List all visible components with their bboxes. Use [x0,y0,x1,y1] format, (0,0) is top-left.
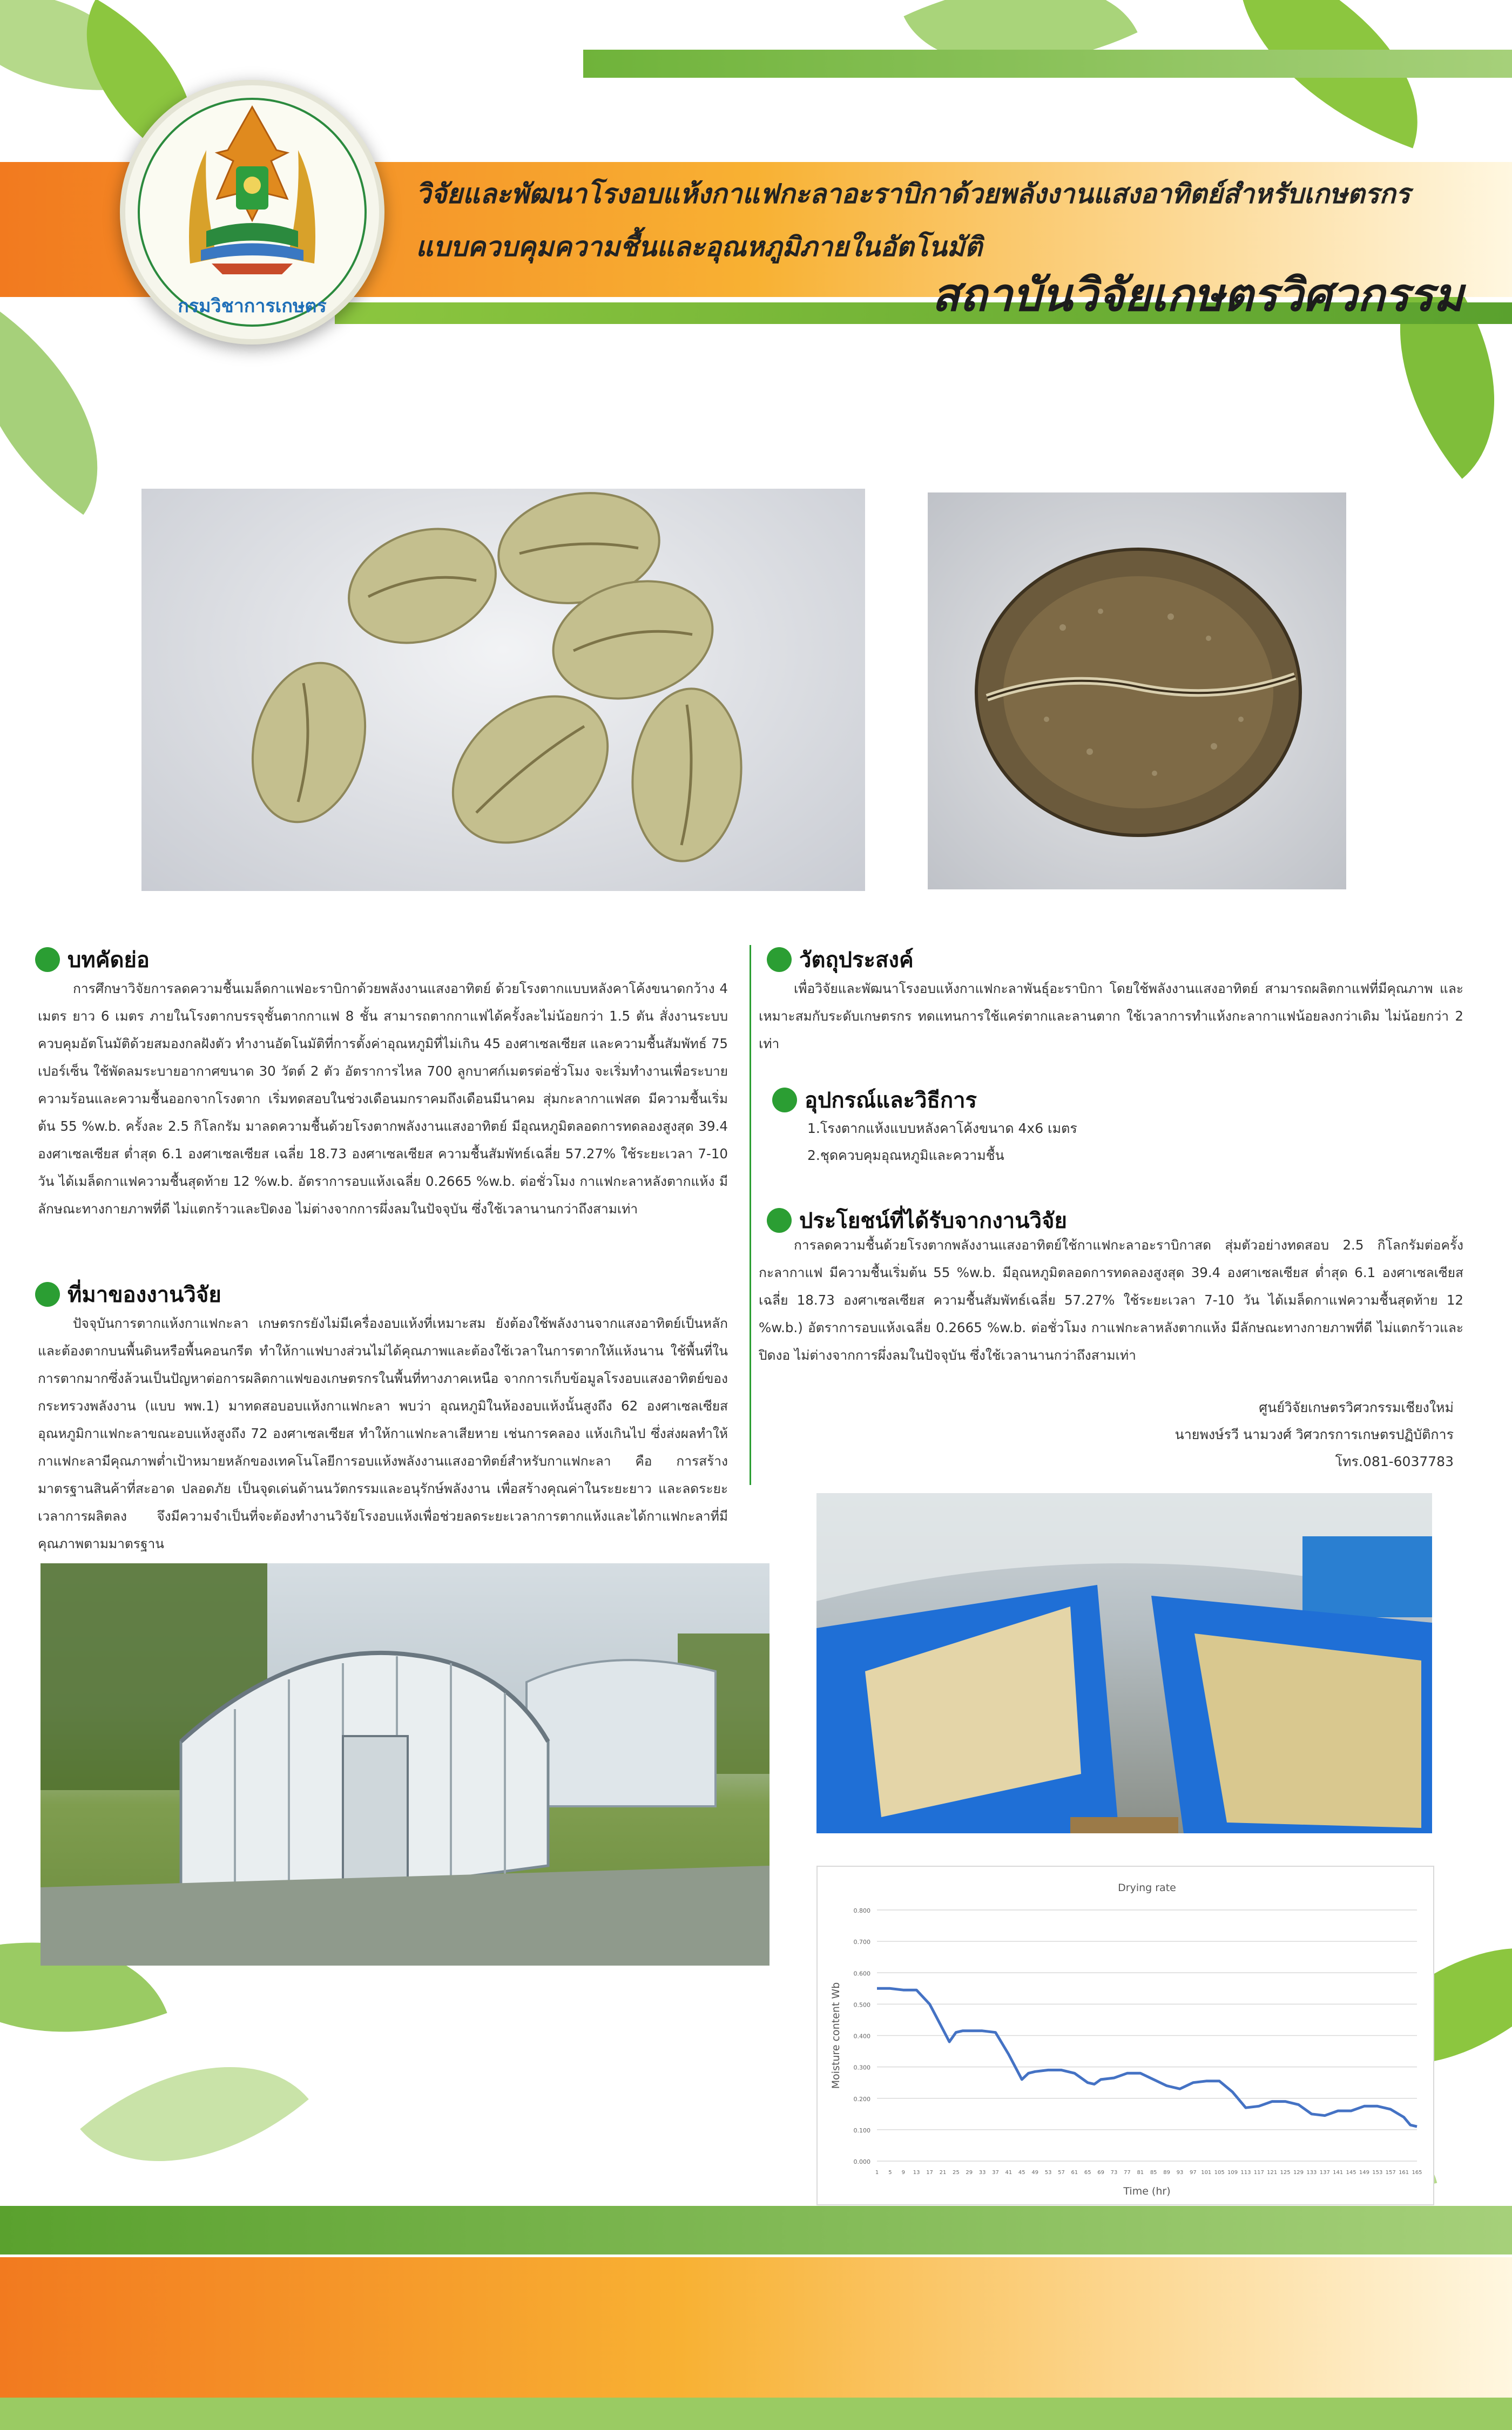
contact-block [1175,1394,1454,1475]
logo-text: กรมวิชาการเกษตร [178,295,327,317]
x-tick-label: 145 [1346,2170,1356,2176]
objective-paragraph: เพื่อวิจัยและพัฒนาโรงอบแห้งกาแฟกะลาพันธุ์อะราบิกา โดยใช้พลังงานแสงอาทิตย์ สามารถผลิตกาแฟที่มีคุณภาพ และเหมาะสมกับระดับเกษตรกร ทดแทนการใช้แคร่ตากและลานตาก ใช้เวลาการทำแห้งกะลากาแฟน้อยลงกว่าเดิม ไม่น้อยกว่า 2 เท่า [759,981,1463,1051]
x-tick-label: 97 [1189,2170,1197,2176]
logo-emblem [125,85,379,339]
series-line [877,1988,1417,2127]
methods-heading [772,1083,977,1117]
abstract-text [38,975,728,1223]
x-tick-label: 21 [939,2170,947,2176]
contact-person: นายพงษ์รวี นามวงศ์ วิศวกรการเกษตรปฏิบัติการ [1174,1427,1454,1442]
benefits-paragraph: การลดความชื้นด้วยโรงตากพลังงานแสงอาทิตย์ใช้กาแฟกะลาอะราบิกาสด สุ่มตัวอย่างทดสอบ 2.5 กิโลกรัมต่อครั้ง กะลากาแฟ มีความชื้นเริ่มต้น 55 %w.b. มีอุณหภูมิตลอดการทดลองสูงสุด 39.4 องศาเซลเซียส ต่ำสุด 6.1 องศาเซลเซียส เฉลี่ย 18.73 องศาเซลเซียส ความชื้นสัมพัทธ์เฉลี่ย 57.27% ใช้ระยะเวลา 7-10 วัน ได้เมล็ดกาแฟความชื้นสุดท้าย 12 %w.b.) อัตราการอบแห้งเฉลี่ย 0.2665 %w.b. ต่อชั่วโมง กาแฟกะลาหลังตากแห้ง มีลักษณะทางกายภาพที่ดี ไม่แตกร้าวและปิดงอ ไม่ต่างจากการผึ่งลมในปัจจุบัน ซึ่งใช้เวลานานกว่าถึงสามเท่า [759,1237,1463,1363]
x-tick-label: 49 [1031,2170,1039,2176]
y-tick-label: 0.500 [853,2001,870,2009]
coffee-beans-photo [141,489,865,891]
x-tick-label: 41 [1005,2170,1013,2176]
benefits-heading-label: ประโยชน์ที่ได้รับจากงานวิจัย [799,1209,1067,1233]
y-tick-label: 0.100 [853,2127,870,2134]
x-tick-label: 85 [1150,2170,1157,2176]
background-text [38,1310,728,1557]
y-tick-label: 0.000 [853,2158,870,2165]
y-tick-label: 0.400 [853,2033,870,2040]
x-tick-label: 73 [1110,2170,1118,2176]
x-axis-label: Time (hr) [1123,2185,1171,2197]
x-tick-label: 105 [1214,2170,1225,2176]
benefits-text [759,1231,1463,1369]
y-tick-label: 0.600 [853,1970,870,1977]
x-tick-label: 77 [1124,2170,1131,2176]
x-tick-label: 81 [1137,2170,1144,2176]
y-tick-label: 0.200 [853,2095,870,2103]
y-tick-label: 0.300 [853,2064,870,2071]
x-tick-label: 45 [1018,2170,1025,2176]
objective-heading [767,942,914,977]
solar-dryer-interior-photo [816,1493,1432,1833]
x-tick-label: 65 [1084,2170,1091,2176]
x-tick-label: 29 [966,2170,973,2176]
x-tick-label: 17 [926,2170,933,2176]
bottom-green-strip [0,2398,1512,2430]
poster-title-line-2: แบบควบคุมความชื้นและอุณหภูมิภายในอัตโนมัติ [416,231,982,262]
column-divider [750,945,751,1485]
top-green-bar [583,50,1512,78]
x-tick-label: 153 [1372,2170,1383,2176]
decorative-leaf [0,306,152,515]
methods-item-2: 2.ชุดควบคุมอุณหภูมิและความชื้น [807,1148,1004,1163]
x-tick-label: 57 [1058,2170,1065,2176]
objective-heading-label: วัตถุประสงค์ [799,948,914,973]
bottom-orange-band [0,2257,1512,2398]
abstract-paragraph: การศึกษาวิจัยการลดความชื้นเมล็ดกาแฟอะราบิกาด้วยพลังงานแสงอาทิตย์ ด้วยโรงตากแบบหลังคาโค้งขนาดกว้าง 4 เมตร ยาว 6 เมตร ภายในโรงตากบรรจุชั้นตากกาแฟ 8 ชั้น สามารถตากกาแฟได้ครั้งละไม่น้อยกว่า 1.5 ตัน สั่งงานระบบควบคุมอัตโนมัติด้วยสมองกลฝังตัว ทำงานอัตโนมัติที่การตั้งค่าอุณหภูมิที่ไม่เกิน 45 องศาเซลเซียส และความชื้นสัมพัทธ์ 75 เปอร์เซ็น ใช้พัดลมระบายอากาศขนาด 30 วัตต์ 2 ตัว อัตราการไหล 700 ลูกบาศก์เมตรต่อชั่วโมง จะเริ่มทำงานเพื่อระบายความร้อนและความชื้นออกจากโรงตาก เริ่มทดสอบในช่วงเดือนมกราคมถึงเดือนมีนาคม สุ่มกะลากาแฟสด มีความชื้นเริ่มต้น 55 %w.b. ครั้งละ 2.5 กิโลกรัม มาลดความชื้นด้วยโรงตากพลังงานแสงอาทิตย์ มีอุณหภูมิตลอดการทดลองสูงสุด 39.4 องศาเซลเซียส ต่ำสุด 6.1 องศาเซลเซียส เฉลี่ย 18.73 องศาเซลเซียส ความชื้นสัมพัทธ์เฉลี่ย 57.27% ใช้ระยะเวลา 7-10 วัน ได้เมล็ดกาแฟความชื้นสุดท้าย 12 %w.b. อัตราการอบแห้งเฉลี่ย 0.2665 %w.b. ต่อชั่วโมง กาแฟกะลาหลังตากแห้ง มีลักษณะทางกายภาพที่ดี ไม่แตกร้าวและปิดงอ ไม่ต่างจากการผึ่งลมในปัจจุบัน ซึ่งใช้เวลานานกว่าถึงสามเท่า [38,981,728,1217]
x-tick-label: 121 [1267,2170,1278,2176]
abstract-heading [35,942,150,977]
x-tick-label: 125 [1280,2170,1291,2176]
x-tick-label: 1 [875,2170,879,2176]
x-tick-label: 93 [1176,2170,1184,2176]
drying-rate-chart [816,1866,1434,2205]
department-logo [120,80,384,345]
x-tick-label: 53 [1044,2170,1052,2176]
x-tick-label: 109 [1227,2170,1238,2176]
background-paragraph: ปัจจุบันการตากแห้งกาแฟกะลา เกษตรกรยังไม่มีเครื่องอบแห้งที่เหมาะสม ยังต้องใช้พลังงานจากแสงอาทิตย์เป็นหลัก และต้องตากบนพื้นดินหรือพื้นคอนกรีต ทำให้กาแฟบางส่วนไม่ได้คุณภาพและต้องใช้เวลาในการตากให้แห้งนาน ใช้พื้นที่ในการตากมากซึ่งล้วนเป็นปัญหาต่อการผลิตกาแฟของเกษตรกรในพื้นที่ทางภาคเหนือ จากการเก็บข้อมูลโรงอบแสงอาทิตย์ของกระทรวงพลังงาน (แบบ พพ.1) มาทดสอบอบแห้งกาแฟกะลา พบว่า อุณหภูมิในห้องอบแห้งนั้นสูงถึง 62 องศาเซลเซียส อุณหภูมิกาแฟกะลาขณะอบแห้งสูงถึง 72 องศาเซลเซียส ทำให้กาแฟกะลาเสียหาย เช่นการคลอง แห้งเกินไป ซึ่งส่งผลทำให้กาแฟกะลามีคุณภาพต่ำเป้าหมายหลักของเทคโนโลยีการอบแห้งพลังงานแสงอาทิตย์สำหรับกาแฟกะลา คือ การสร้างมาตรฐานสินค้าที่สะอาด ปลอดภัย เป็นจุดเด่นด้านนวัตกรรมและอนุรักษ์พลังงาน เพื่อสร้างคุณค่าในระยะยาว และลดระยะเวลาการผลิตลง จึงมีความจำเป็นที่จะต้องทำงานวิจัยโรงอบแห้งเพื่อช่วยลดระยะเวลาการตากแห้งและได้กาแฟกะลาที่มีคุณภาพตามมาตรฐาน [38,1315,728,1551]
green-bullet-icon [772,1088,797,1112]
solar-dryer-exterior-photo [40,1563,770,1966]
decorative-leaf [80,2004,309,2224]
x-tick-label: 89 [1163,2170,1170,2176]
y-tick-label: 0.700 [853,1939,870,1946]
drying-rate-chart-svg [818,1867,1433,2204]
x-tick-label: 9 [901,2170,905,2176]
contact-phone: โทร.081-6037783 [1335,1454,1454,1469]
green-bullet-icon [35,947,60,972]
objective-text [759,975,1463,1057]
x-tick-label: 137 [1319,2170,1330,2176]
green-bullet-icon [767,1208,792,1233]
x-tick-label: 33 [978,2170,986,2176]
solar-dryer-interior-illustration [816,1493,1432,1833]
x-tick-label: 101 [1201,2170,1212,2176]
institute-name: สถาบันวิจัยเกษตรวิศวกรรม [932,268,1463,321]
green-bullet-icon [35,1282,60,1307]
poster-title-line-1: วิจัยและพัฒนาโรงอบแห้งกาแฟกะลาอะราบิกาด้วยพลังงานแสงอาทิตย์สำหรับเกษตรกร [416,178,1410,210]
green-bullet-icon [767,947,792,972]
y-tick-label: 0.800 [853,1907,870,1914]
x-tick-label: 61 [1071,2170,1078,2176]
chart-title: Drying rate [1118,1882,1176,1894]
x-tick-label: 133 [1306,2170,1317,2176]
x-tick-label: 37 [992,2170,999,2176]
x-tick-label: 5 [888,2170,892,2176]
bottom-green-bar [0,2206,1512,2254]
x-tick-label: 161 [1399,2170,1409,2176]
background-heading [35,1277,221,1312]
coffee-beans-illustration [141,489,865,891]
x-tick-label: 129 [1293,2170,1304,2176]
x-tick-label: 117 [1253,2170,1264,2176]
x-tick-label: 113 [1240,2170,1251,2176]
y-axis-label: Moisture content Wb [830,1982,842,2089]
x-tick-label: 69 [1097,2170,1105,2176]
x-tick-label: 157 [1385,2170,1396,2176]
methods-heading-label: อุปกรณ์และวิธีการ [805,1088,977,1113]
x-tick-label: 25 [952,2170,960,2176]
contact-center: ศูนย์วิจัยเกษตรวิศวกรรมเชียงใหม่ [1259,1400,1454,1415]
x-tick-label: 165 [1412,2170,1422,2176]
background-heading-label: ที่มาของงานวิจัย [68,1282,221,1307]
bean-closeup-illustration [928,492,1346,889]
abstract-heading-label: บทคัดย่อ [68,948,150,973]
bean-closeup-photo [928,492,1346,889]
solar-dryer-exterior-illustration [40,1563,770,1966]
methods-item-1: 1.โรงตากแห้งแบบหลังคาโค้งขนาด 4x6 เมตร [807,1120,1077,1136]
x-tick-label: 141 [1333,2170,1344,2176]
x-tick-label: 13 [913,2170,920,2176]
x-tick-label: 149 [1359,2170,1369,2176]
